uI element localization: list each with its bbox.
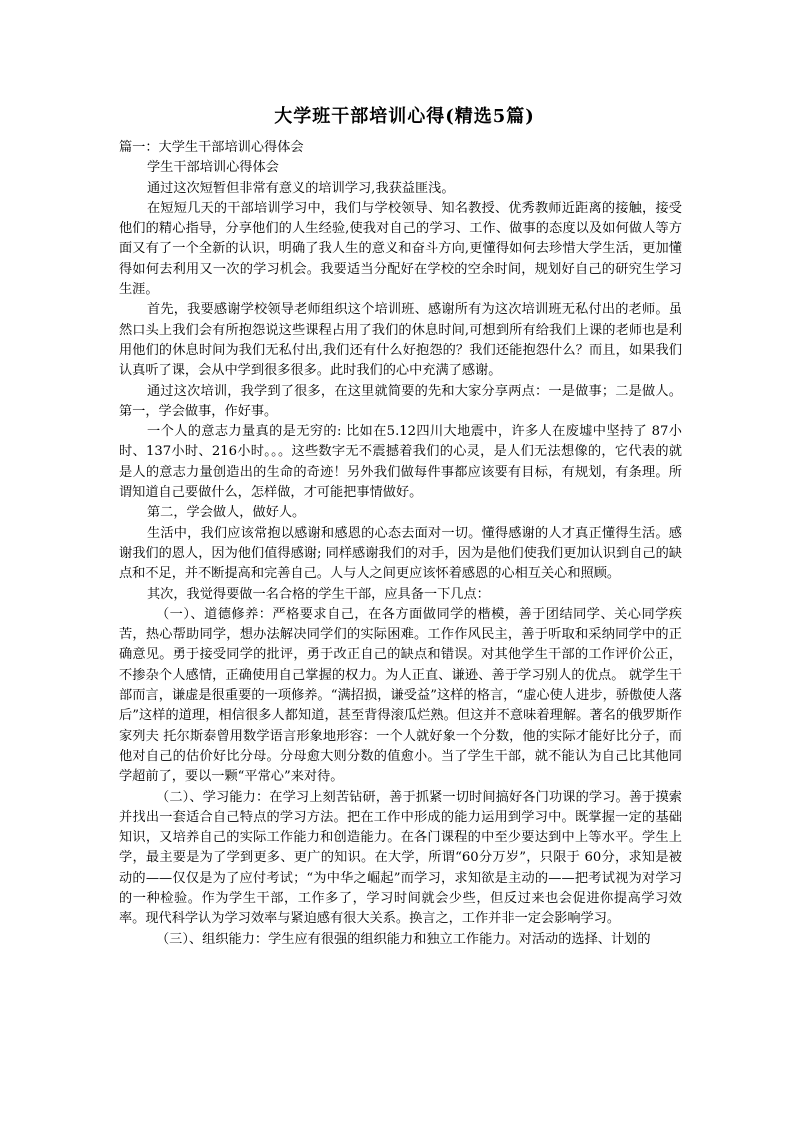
document-title: 大学班干部培训心得(精选5篇): [274, 106, 535, 127]
paragraph: 一个人的意志力量真的是无穷的: 比如在5.12四川大地震中，许多人在废墟中坚持了 87小时、137小时、216小时。。。这些数字无不震撼着我们的心灵，是人们无法想像的，它代表的就是人的意志力量创造出的生命的奇迹！另外我们做每件事都应该要有目标，有规划，有条理。所谓知道自己要做什么，怎样做，才可能把事情做好。: [119, 424, 682, 501]
document-body: [119, 138, 682, 950]
paragraph: 其次，我觉得要做一名合格的学生干部，应具备一下几点：: [147, 586, 490, 602]
paragraph: 在短短几天的干部培训学习中，我们与学校领导、知名教授、优秀教师近距离的接触，接受他们的精心指导，分享他们的人生经验,使我对自己的学习、工作、做事的态度以及如何做人等方面又有了一个全新的认识，明确了我人生的意义和奋斗方向,更懂得如何去珍惜大学生活，更加懂得如何去利用又一次的学习机会。我要适当分配好在学校的空余时间，规划好自己的研究生学习生涯。: [119, 200, 682, 298]
paragraph: 生活中，我们应该常抱以感谢和感恩的心态去面对一切。懂得感谢的人才真正懂得生活。感谢我们的恩人，因为他们值得感谢; 同样感谢我们的对手，因为是他们使我们更加认识到自己的缺点和不足，并不断提高和完善自己。人与人之间更应该怀着感恩的心相互关心和照顾。: [119, 525, 682, 582]
subtitle-line: 学生干部培训心得体会: [147, 160, 279, 176]
paragraph: （二）、学习能力：在学习上刻苦钻研，善于抓紧一切时间搞好各门功课的学习。善于摸索并找出一套适合自己特点的学习方法。把在工作中形成的能力运用到学习中。既掌握一定的基础知识，又培养自己的实际工作能力和创造能力。在各门课程的中至少要达到中上等水平。学生上学，最主要是为了学到更多、更广的知识。在大学，所谓“60分万岁”，只限于 60分，求知是被动的——仅仅是为了应付考试；“为中华之崛起”而学习，求知欲是主动的——把考试视为对学习的一种检验。作为学生干部，工作多了，学习时间就会少些，但反过来也会促进你提高学习效率。现代科学认为学习效率与紧迫感有很大关系。换言之，工作并非一定会影响学习。: [119, 789, 682, 927]
paragraph: （一）、道德修养：严格要求自己，在各方面做同学的楷模，善于团结同学、关心同学疾苦，热心帮助同学，想办法解决同学们的实际困难。工作作风民主，善于听取和采纳同学中的正确意见。勇于接受同学的批评，勇于改正自己的缺点和错误。对其他学生干部的工作评价公正，不掺杂个人感情，正确使用自己掌握的权力。为人正直、谦逊、善于学习别人的优点。 就学生干部而言，谦虚是很重要的一项修养。“满招损，谦受益”这样的格言，“虚心使人进步，骄傲使人落后”这样的道理，相信很多人都知道，甚至背得滚瓜烂熟。但这并不意味着理解。著名的俄罗斯作家列夫 托尔斯泰曾用数学语言形象地形容：一个人就好象一个分数，他的实际才能好比分子，而他对自己的估价好比分母。分母愈大则分数的值愈小。当了学生干部，就不能认为自己比其他同学超前了，要以一颗“平常心”来对待。: [119, 606, 682, 785]
paragraph: 通过这次短暂但非常有意义的培训学习,我获益匪浅。: [147, 180, 455, 196]
paragraph: 通过这次培训，我学到了很多，在这里就简要的先和大家分享两点：一是做事；二是做人。 第一，学会做事，作好事。: [119, 383, 682, 419]
paragraph: （三）、组织能力：学生应有很强的组织能力和独立工作能力。对活动的选择、计划的: [156, 931, 651, 947]
section-heading: 篇一：大学生干部培训心得体会: [119, 140, 304, 155]
paragraph: 首先，我要感谢学校领导老师组织这个培训班、感谢所有为这次培训班无私付出的老师。虽然口头上我们会有所抱怨说这些课程占用了我们的休息时间,可想到所有给我们上课的老师也是利用他们的休息时间为我们无私付出,我们还有什么好抱怨的？我们还能抱怨什么？而且，如果我们认真听了课，会从中学到很多很多。此时我们的心中充满了感谢。: [119, 302, 682, 379]
paragraph: 第二，学会做人，做好人。: [147, 505, 306, 521]
